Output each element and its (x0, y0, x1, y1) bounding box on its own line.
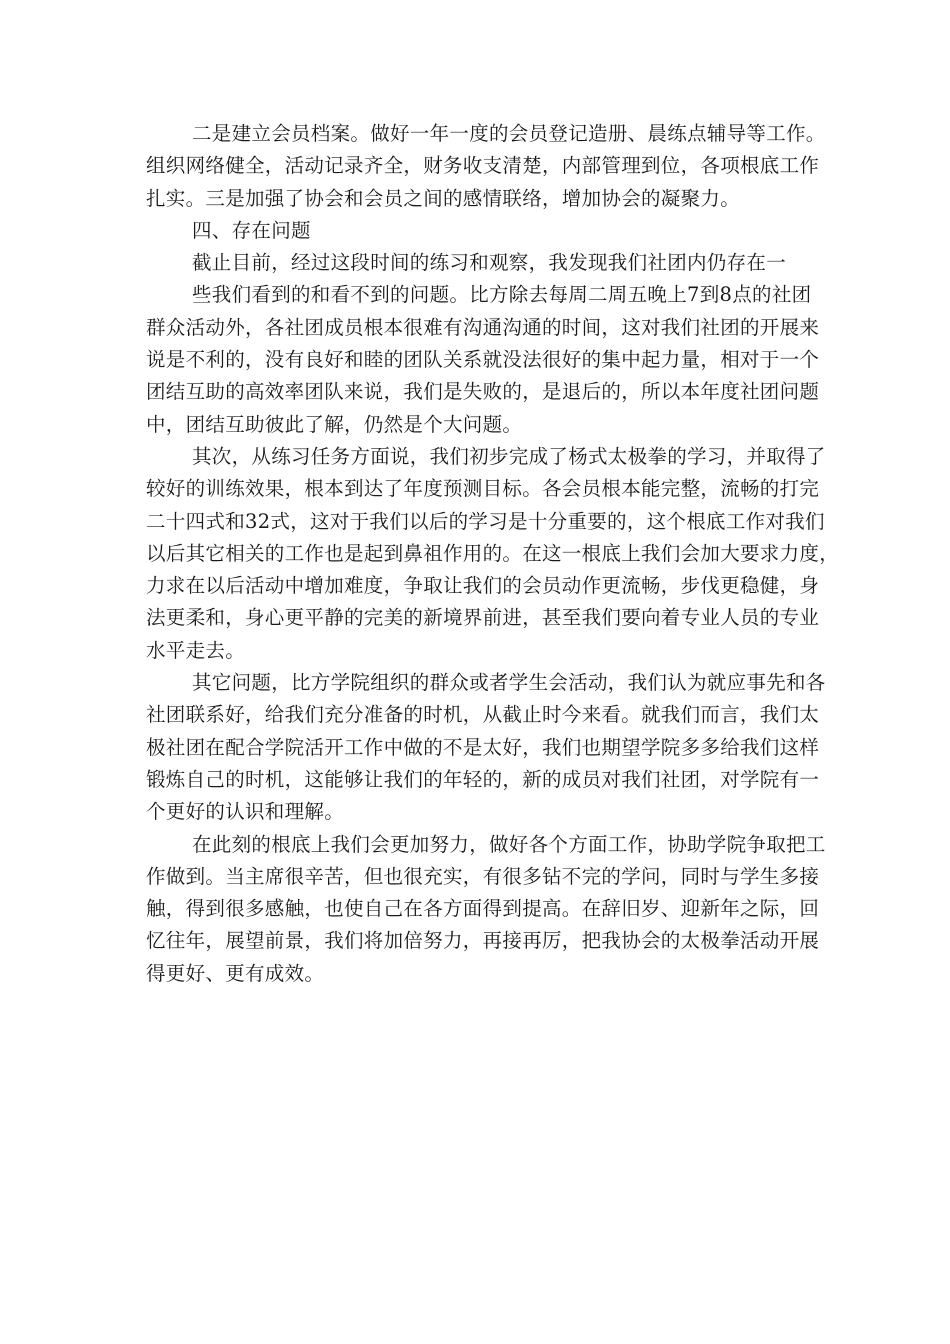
paragraph-line: 些我们看到的和看不到的问题。比方除去每周二周五晚上7到8点的社团 (192, 283, 812, 307)
paragraph-conclusion (146, 829, 826, 990)
paragraph-line: 较好的训练效果，根本到达了年度预测目标。各会员根本能完整，流畅的打完 (146, 477, 820, 501)
paragraph-line: 得更好、更有成效。 (146, 961, 325, 985)
paragraph-line: 其它问题，比方学院组织的群众或者学生会活动，我们认为就应事先和各 (192, 671, 826, 695)
paragraph-line: 锻炼自己的时机，这能够让我们的年轻的，新的成员对我们社团，对学院有一 (146, 767, 820, 791)
paragraph-line: 截止目前，经过这段时间的练习和观察，我发现我们社团内仍存在一 (192, 251, 787, 275)
paragraph-line: 以后其它相关的工作也是起到鼻祖作用的。在这一根底上我们会加大要求力度， (146, 541, 840, 565)
paragraph-line: 中，团结互助彼此了解，仍然是个大问题。 (146, 412, 523, 436)
paragraph-line: 组织网络健全，活动记录齐全，财务收支清楚，内部管理到位，各项根底工作 (146, 154, 820, 178)
paragraph-other-problems (146, 667, 826, 828)
paragraph-line: 说是不利的，没有良好和睦的团队关系就没法很好的集中起力量，相对于一个 (146, 348, 820, 372)
paragraph-communication-problem (146, 279, 820, 440)
paragraph-line: 触，得到很多感触，也使自己在各方面得到提高。在辞旧岁、迎新年之际，回 (146, 897, 820, 921)
paragraph-line: 扎实。三是加强了协会和会员之间的感情联络，增加协会的凝聚力。 (146, 186, 741, 210)
paragraph-member-archives (146, 118, 826, 215)
document-page (146, 118, 840, 990)
paragraph-line: 忆往年，展望前景，我们将加倍努力，再接再厉，把我协会的太极拳活动开展 (146, 929, 820, 953)
paragraph-line: 团结互助的高效率团队来说，我们是失败的，是退后的，所以本年度社团问题 (146, 380, 820, 404)
paragraph-line: 二是建立会员档案。做好一年一度的会员登记造册、晨练点辅导等工作。 (192, 122, 826, 145)
section-heading-existing-problems (146, 215, 806, 247)
paragraph-line: 个更好的认识和理解。 (146, 800, 345, 824)
paragraph-line: 法更柔和，身心更平静的完美的新境界前进，甚至我们要向着专业人员的专业 (146, 606, 820, 630)
paragraph-line: 水平走去。 (146, 638, 246, 662)
paragraph-line: 其次，从练习任务方面说，我们初步完成了杨式太极拳的学习，并取得了 (192, 444, 826, 468)
paragraph-line: 在此刻的根底上我们会更加努力，做好各个方面工作，协助学院争取把工 (192, 832, 826, 856)
paragraph-line: 力求在以后活动中增加难度，争取让我们的会员动作更流畅，步伐更稳健，身 (146, 574, 820, 598)
paragraph-training-tasks (146, 441, 840, 667)
section-heading: 四、存在问题 (192, 218, 311, 242)
paragraph-line: 社团联系好，给我们充分准备的时机，从截止时今来看。就我们而言，我们太 (146, 703, 820, 727)
paragraph-line: 极社团在配合学院活开工作中做的不是太好，我们也期望学院多多给我们这样 (146, 735, 820, 759)
paragraph-line: 群众活动外，各社团成员根本很难有沟通沟通的时间，这对我们社团的开展来 (146, 315, 820, 339)
paragraph-line: 作做到。当主席很辛苦，但也很充实，有很多钻不完的学问，同时与学生多接 (146, 864, 820, 888)
paragraph-intro (146, 247, 806, 279)
paragraph-line: 二十四式和32式，这对于我们以后的学习是十分重要的，这个根底工作对我们 (146, 509, 825, 533)
